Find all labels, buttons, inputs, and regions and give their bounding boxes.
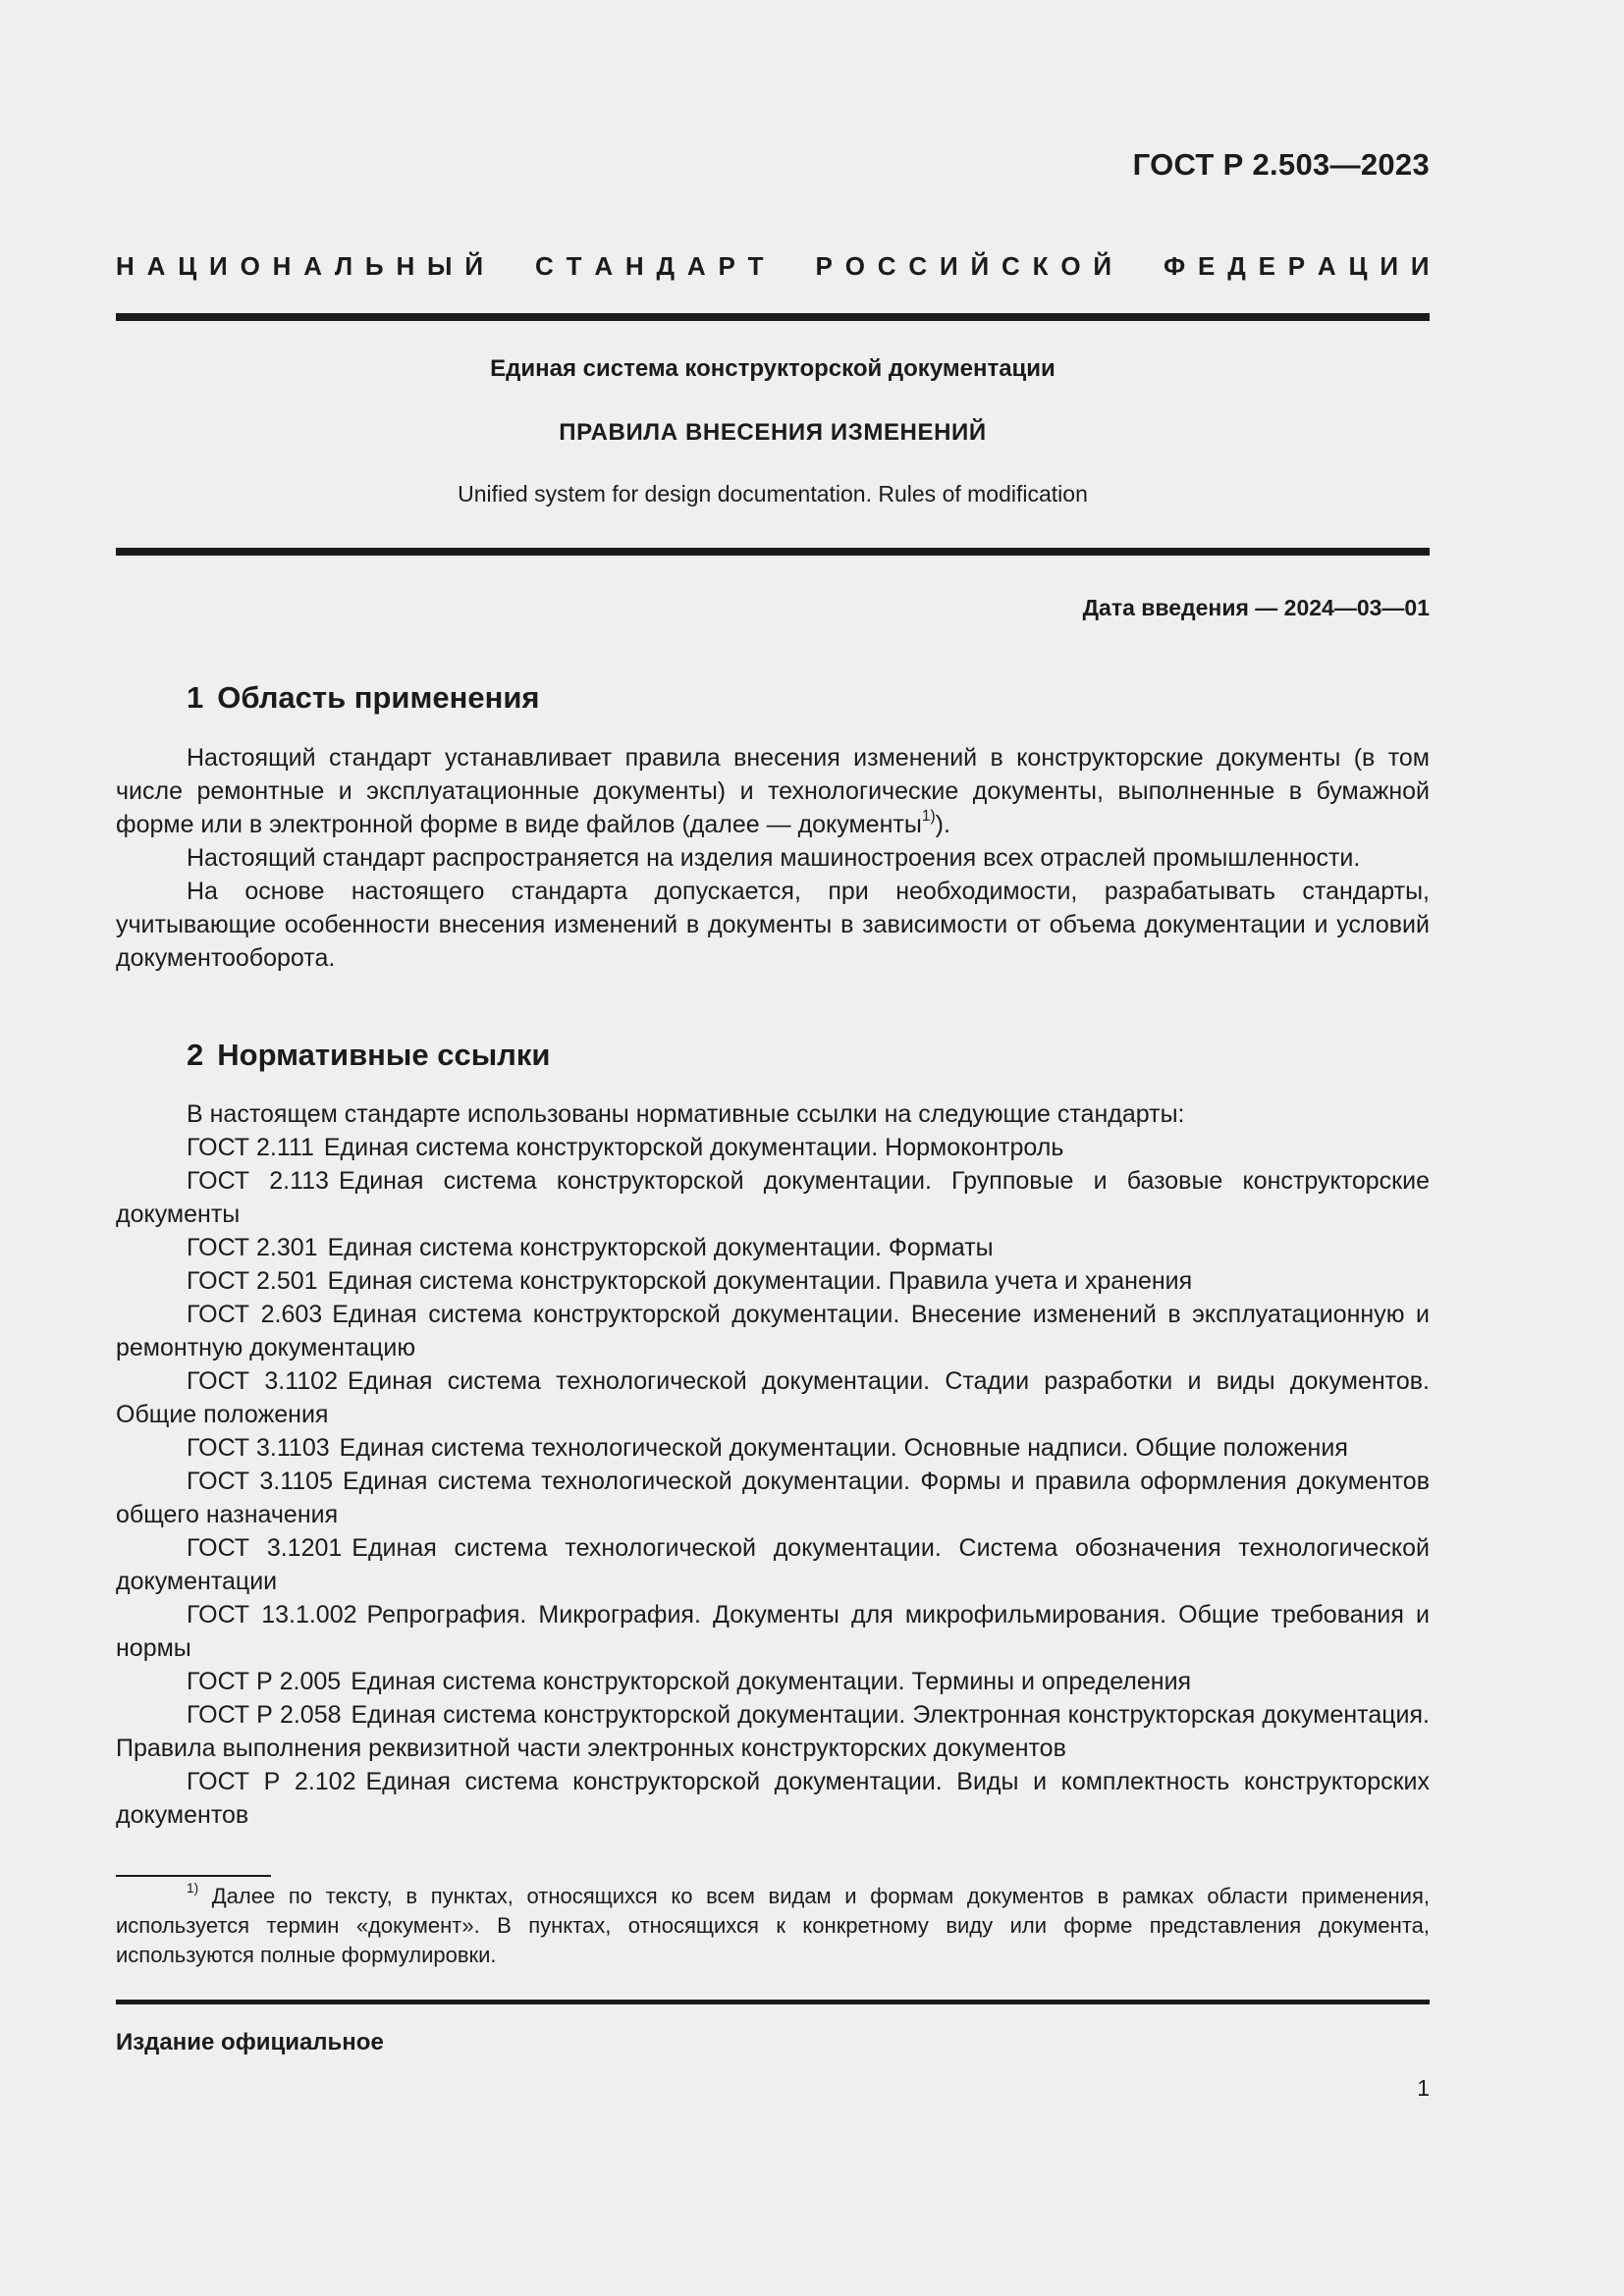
reference-title: Репрография. Микрография. Документы для микрофильмирования. Общие требования и нормы (116, 1601, 1430, 1662)
section-2-body (116, 1097, 1430, 1832)
heading-letter: И (209, 251, 228, 281)
standard-number: ГОСТ Р 2.503—2023 (1132, 147, 1430, 182)
heading-letter: Р (718, 251, 735, 281)
heading-letter: Р (815, 251, 833, 281)
heading-letter: Н (116, 251, 135, 281)
official-edition: Издание официальное (116, 2029, 384, 2056)
heading-letter: Ц (178, 251, 197, 281)
reference-title: Единая система конструкторской документации. Термины и определения (351, 1668, 1192, 1695)
heading-letter: Ц (1348, 251, 1368, 281)
heading-letter: Д (1227, 251, 1246, 281)
heading-letter: Н (272, 251, 292, 281)
section-1-number: 1 (187, 680, 204, 715)
reference-code: ГОСТ 3.1105 (187, 1468, 333, 1495)
references-intro: В настоящем стандарте использованы нормативные ссылки на следующие стандарты: (187, 1100, 1185, 1128)
reference-item (116, 1264, 1430, 1298)
heading-letter: Ф (1164, 251, 1186, 281)
heading-letter: Е (1258, 251, 1275, 281)
heading-gap (776, 251, 783, 282)
heading-letter: С (1001, 251, 1020, 281)
heading-letter: И (939, 251, 958, 281)
system-title: Единая система конструкторской документации (490, 355, 1056, 382)
reference-title: Единая система конструкторской документации. Групповые и базовые конструкторские документы (116, 1167, 1430, 1228)
reference-code: ГОСТ 3.1102 (187, 1367, 338, 1395)
header-rule-bottom (116, 548, 1430, 556)
reference-item (116, 1431, 1430, 1465)
page-number: 1 (1417, 2075, 1430, 2101)
heading-letter: А (594, 251, 614, 281)
reference-code: ГОСТ 2.603 (187, 1301, 323, 1328)
heading-gap (496, 251, 503, 282)
section-1-heading (187, 680, 540, 716)
reference-code: ГОСТ 3.1201 (187, 1534, 343, 1562)
reference-item (116, 1131, 1430, 1164)
heading-letter: А (1317, 251, 1336, 281)
reference-list (116, 1131, 1430, 1832)
heading-letter: Т (747, 251, 764, 281)
heading-letter: О (240, 251, 260, 281)
heading-letter: К (1032, 251, 1049, 281)
reference-item (116, 1231, 1430, 1264)
heading-letter: Н (624, 251, 644, 281)
reference-item (116, 1164, 1430, 1231)
reference-code: ГОСТ 2.301 (187, 1234, 318, 1261)
section-2-heading (187, 1038, 550, 1073)
reference-item (116, 1765, 1430, 1832)
heading-letter: Н (396, 251, 415, 281)
heading-letter: А (686, 251, 706, 281)
heading-letter: С (877, 251, 896, 281)
heading-letter: А (303, 251, 323, 281)
heading-letter: Т (566, 251, 582, 281)
footnote (116, 1882, 1430, 1970)
reference-code: ГОСТ Р 2.102 (187, 1768, 356, 1795)
reference-title: Единая система конструкторской документации. Форматы (327, 1234, 994, 1261)
heading-letter: О (1060, 251, 1081, 281)
heading-letter: Е (1198, 251, 1216, 281)
reference-item (116, 1698, 1430, 1765)
heading-letter: А (146, 251, 166, 281)
reference-code: ГОСТ 2.113 (187, 1167, 329, 1195)
reference-item (116, 1298, 1430, 1364)
reference-item (116, 1531, 1430, 1598)
heading-letter: С (534, 251, 554, 281)
reference-item (116, 1598, 1430, 1665)
section-2-number: 2 (187, 1038, 204, 1072)
reference-code: ГОСТ 13.1.002 (187, 1601, 357, 1629)
header-rule-top (116, 313, 1430, 321)
paragraph: Настоящий стандарт распространяется на изделия машиностроения всех отраслей промышленности. (187, 844, 1361, 872)
heading-letter: Й (1093, 251, 1112, 281)
heading-gap (515, 251, 522, 282)
reference-title: Единая система технологической документации. Формы и правила оформления документов общего назначения (116, 1468, 1430, 1528)
document-page (116, 0, 1430, 2296)
reference-title: Единая система конструкторской документации. Нормоконтроль (323, 1134, 1064, 1161)
footnote-mark: 1) (187, 1880, 199, 1896)
section-2-title: Нормативные ссылки (217, 1038, 551, 1072)
heading-gap (1124, 251, 1131, 282)
heading-letter: И (1410, 251, 1430, 281)
heading-letter: С (908, 251, 928, 281)
heading-gap (795, 251, 802, 282)
reference-item (116, 1465, 1430, 1531)
reference-title: Единая система конструкторской документации. Внесение изменений в эксплуатационную и ремонтную документацию (116, 1301, 1430, 1362)
heading-letter: О (844, 251, 865, 281)
heading-letter: И (1380, 251, 1399, 281)
document-title: ПРАВИЛА ВНЕСЕНИЯ ИЗМЕНЕНИЙ (559, 419, 987, 446)
reference-title: Единая система технологической документации. Основные надписи. Общие положения (339, 1434, 1348, 1462)
heading-letter: Ь (364, 251, 384, 281)
footnote-ref: 1) (921, 807, 936, 825)
reference-title: Единая система технологической документации. Система обозначения технологической документации (116, 1534, 1430, 1595)
footnote-separator (116, 1875, 271, 1877)
national-standard-heading (116, 251, 1430, 282)
paragraph: На основе настоящего стандарта допускается, при необходимости, разрабатывать стандарты, учитывающие особенности внесения изменений в документы в зависимости от объема документации и условий документооборота. (116, 878, 1430, 972)
reference-title: Единая система конструкторской документации. Электронная конструкторская документация. Правила выполнения реквизитной части электронных конструкторских документов (116, 1701, 1430, 1762)
reference-title: Единая система конструкторской документации. Виды и комплектность конструкторских документов (116, 1768, 1430, 1829)
heading-letter: Ы (427, 251, 453, 281)
reference-item (116, 1364, 1430, 1431)
heading-letter: Д (656, 251, 676, 281)
reference-code: ГОСТ Р 2.005 (187, 1668, 342, 1695)
heading-letter: Л (334, 251, 353, 281)
reference-item (116, 1665, 1430, 1698)
heading-letter: Й (464, 251, 484, 281)
footnote-text: Далее по тексту, в пунктах, относящихся ко всем видам и формам документов в рамках области применения, используется термин «документ». В пунктах, относящихся к конкретному виду или форме представления документа, используются полные формулировки. (116, 1884, 1430, 1967)
heading-gap (1144, 251, 1151, 282)
intro-date: Дата введения — 2024—03—01 (1082, 595, 1430, 620)
heading-letter: Й (970, 251, 990, 281)
reference-title: Единая система технологической документации. Стадии разработки и виды документов. Общие положения (116, 1367, 1430, 1428)
section-1-body (116, 741, 1430, 975)
section-1-title: Область применения (217, 680, 540, 715)
reference-code: ГОСТ 2.501 (187, 1267, 318, 1295)
paragraph: Настоящий стандарт устанавливает правила внесения изменений в конструкторские документы (в том числе ремонтные и эксплуатационные документы) и технологические документы, выполненные в бумажной форме или в электронной форме в виде файлов (далее — документы$^{1)}$). (116, 744, 1430, 838)
reference-code: ГОСТ 2.111 (187, 1134, 314, 1161)
heading-letter: Р (1287, 251, 1306, 281)
reference-code: ГОСТ Р 2.058 (187, 1701, 342, 1729)
footer-rule (116, 2000, 1430, 2004)
reference-code: ГОСТ 3.1103 (187, 1434, 330, 1462)
reference-title: Единая система конструкторской документации. Правила учета и хранения (327, 1267, 1193, 1295)
english-title: Unified system for design documentation. Rules of modification (458, 481, 1088, 507)
